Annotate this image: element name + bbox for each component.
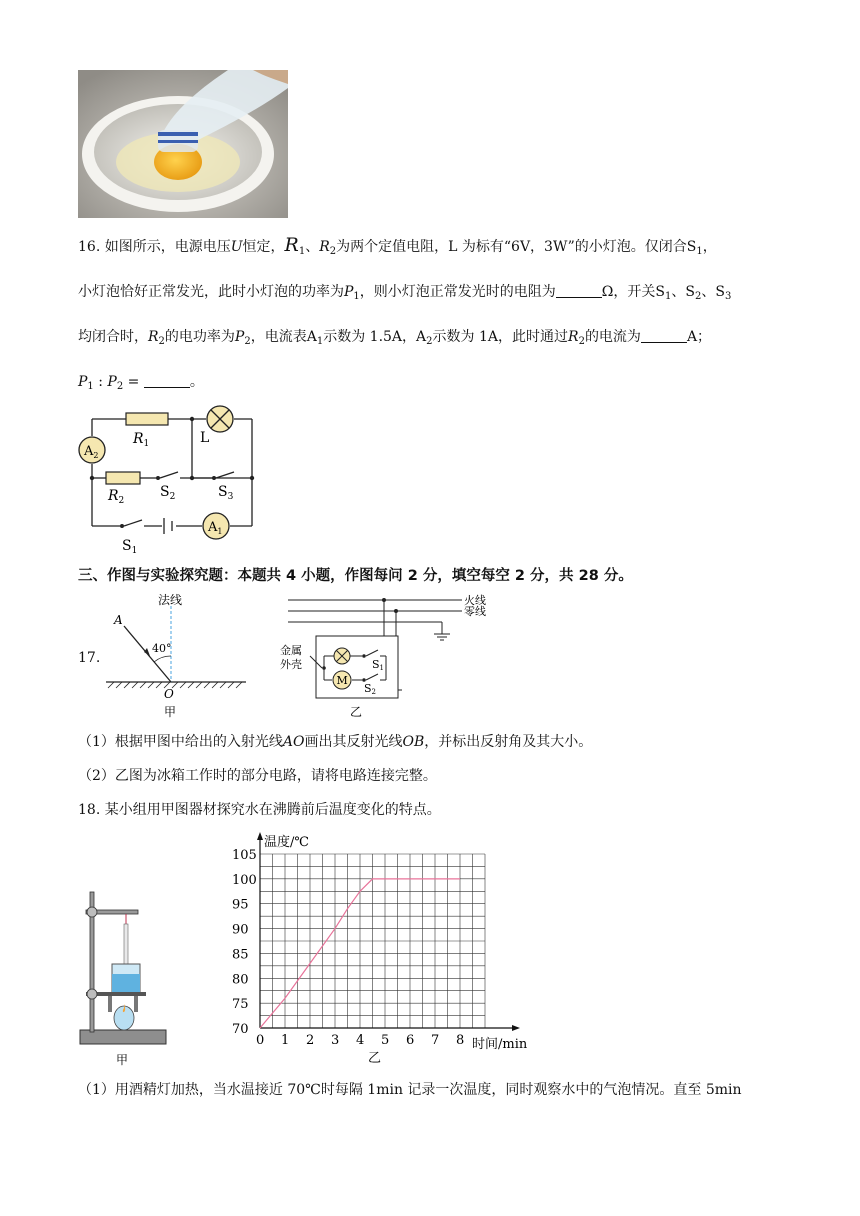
point-o-label: O xyxy=(164,687,174,701)
chart-ticks xyxy=(232,848,464,1048)
label-s3: $S_3$ xyxy=(218,484,234,502)
y-axis-arrow xyxy=(257,832,263,840)
neutral-wire-label: 零线 xyxy=(464,605,486,618)
temperature-chart xyxy=(220,826,540,1066)
live-wire-label: 火线 xyxy=(464,594,486,607)
motor-icon xyxy=(333,671,351,689)
q18-apparatus xyxy=(78,888,170,1072)
q16-circuit xyxy=(76,404,266,560)
q16-line-3: 均闭合时，$R_2$的电功率为$P_2$，电流表$A_1$示数为 1.5A，$A_2$示数为 1A，此时通过$R_2$的电流为 A； xyxy=(78,329,712,347)
x-tick-label: 4 xyxy=(356,1033,365,1048)
fig-b-caption: 乙 xyxy=(350,705,363,719)
lamp-icon xyxy=(207,406,233,432)
answer-blank-current[interactable] xyxy=(641,328,687,343)
answer-blank-resistance[interactable] xyxy=(556,283,602,298)
resistor-r2 xyxy=(106,472,140,484)
x-axis-arrow xyxy=(512,1025,520,1031)
label-r1: $R_1$ xyxy=(133,431,150,449)
q18-intro: 18. 某小组用甲图器材探究水在沸腾前后温度变化的特点。 xyxy=(78,802,441,818)
y-tick-label: 100 xyxy=(232,872,257,888)
resistor-r1 xyxy=(126,413,168,425)
chart-svg xyxy=(220,826,540,1066)
label-r2: $R_2$ xyxy=(108,488,125,506)
point-a-label: A xyxy=(114,613,123,627)
lamp-icon xyxy=(334,648,350,664)
switch-s1-label: S1 xyxy=(372,658,385,672)
y-tick-label: 105 xyxy=(232,848,257,863)
label-a2: $A_2$ xyxy=(84,444,99,460)
x-tick-label: 5 xyxy=(381,1033,390,1048)
switch-s2-label: S2 xyxy=(364,682,377,696)
chart-axes xyxy=(257,832,520,1031)
metal-case-label-2: 外壳 xyxy=(280,658,302,671)
q16-line-1: 16. 如图所示，电源电压U恒定，$R_1$、$R_2$为两个定值电阻，L 为标有“6V，3W”的小灯泡。仅闭合$S_1$， xyxy=(78,234,717,257)
x-tick-label: 6 xyxy=(406,1033,415,1048)
section-3-title: 三、作图与实验探究题：本题共 4 小题，作图每问 2 分，填空每空 2 分，共 28 分。 xyxy=(78,568,633,584)
x-tick-label: 7 xyxy=(431,1033,440,1048)
fig-a-caption: 甲 xyxy=(116,1053,129,1067)
x-tick-label: 2 xyxy=(306,1033,315,1048)
fig-b-caption: 乙 xyxy=(368,1051,382,1066)
label-s2: $S_2$ xyxy=(160,484,176,502)
answer-blank-ratio[interactable] xyxy=(144,373,190,388)
x-tick-label: 8 xyxy=(456,1033,465,1048)
chart-grid xyxy=(260,854,485,1028)
q16-line-4: $P_1$ : $P_2$ = 。 xyxy=(78,374,204,392)
q17-number: 17. xyxy=(78,650,101,666)
chart-xlabel: 时间/min xyxy=(472,1037,528,1052)
y-tick-label: 80 xyxy=(232,972,249,988)
y-tick-label: 70 xyxy=(232,1022,249,1037)
y-tick-label: 85 xyxy=(232,947,249,963)
q17-part-1: （1）根据甲图中给出的入射光线AO画出其反射光线OB，并标出反射角及其大小。 xyxy=(78,734,593,750)
fig-a-caption: 甲 xyxy=(164,705,177,719)
chart-ylabel: 温度/℃ xyxy=(264,835,309,850)
normal-label: 法线 xyxy=(158,593,183,607)
y-tick-label: 75 xyxy=(232,997,249,1013)
x-tick-label: 1 xyxy=(281,1033,290,1048)
q17-part-2: （2）乙图为冰箱工作时的部分电路，请将电路连接完整。 xyxy=(78,768,437,784)
y-tick-label: 90 xyxy=(232,922,249,938)
label-s1: $S_1$ xyxy=(122,538,138,556)
q16-line-2: 小灯泡恰好正常发光，此时小灯泡的功率为$P_1$，则小灯泡正常发光时的电阻为 Ω，开关$S_1$、$S_2$、$S_3$ xyxy=(78,284,732,302)
bowl-photo xyxy=(78,70,288,218)
angle-label: 40° xyxy=(152,642,172,655)
label-lamp: L xyxy=(200,430,210,446)
q18-part-1: （1）用酒精灯加热，当水温接近 70℃时每隔 1min 记录一次温度，同时观察水中的气泡情况。直至 5min xyxy=(78,1082,742,1098)
label-a1: $A_1$ xyxy=(208,520,223,536)
x-tick-label: 0 xyxy=(256,1033,265,1048)
q17-figure-b xyxy=(272,590,486,720)
y-tick-label: 95 xyxy=(232,897,249,913)
metal-case-label-1: 金属 xyxy=(280,644,302,657)
q17-figure-a xyxy=(100,590,252,720)
x-tick-label: 3 xyxy=(331,1033,340,1048)
svg-text:M: M xyxy=(336,674,348,687)
